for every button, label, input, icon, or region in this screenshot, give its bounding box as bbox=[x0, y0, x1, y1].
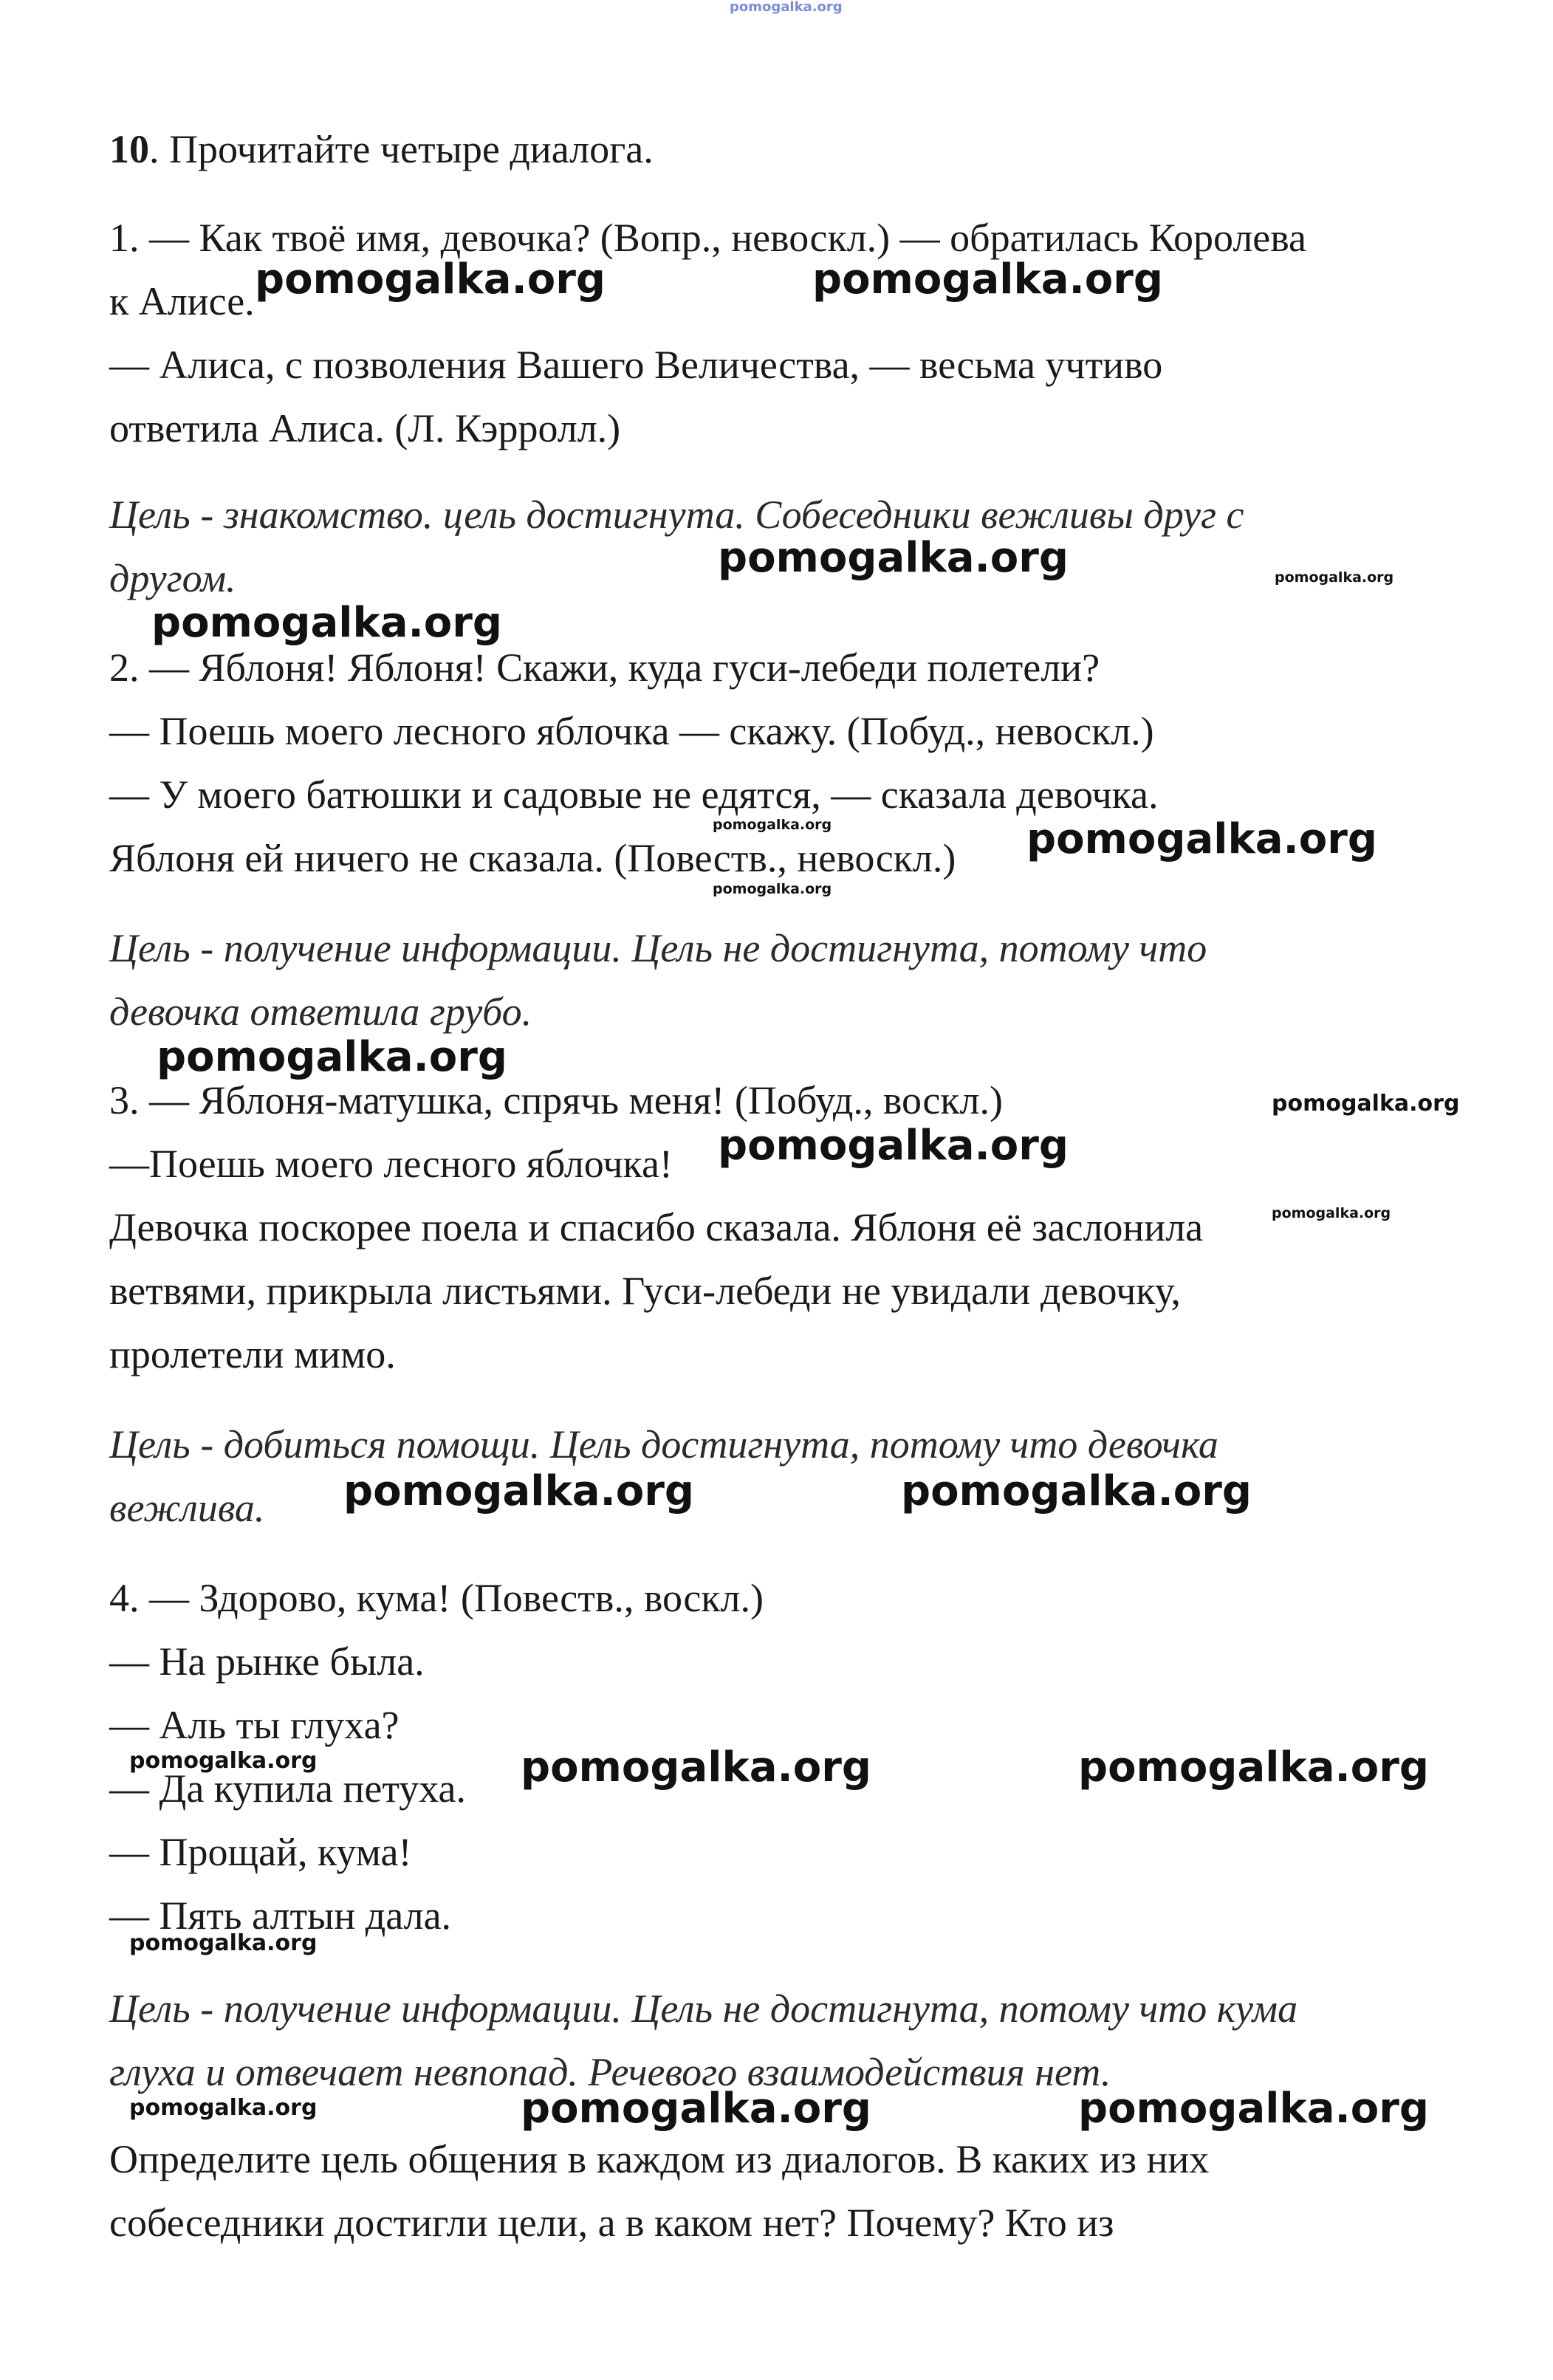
watermark: pomogalka.org bbox=[812, 256, 1163, 303]
dialog2-line: Яблоня ей ничего не сказала. (Повеств., невоскл.) bbox=[109, 836, 956, 880]
watermark: pomogalka.org bbox=[1275, 569, 1394, 586]
watermark: pomogalka.org bbox=[718, 1122, 1069, 1170]
dialog1-answer: другом. bbox=[109, 556, 236, 600]
dialog2-line: — У моего батюшки и садовые не едятся, — сказала девочка. bbox=[109, 772, 1159, 817]
dialog3-line: Девочка поскорее поела и спасибо сказала. Яблоня её заслонила bbox=[109, 1205, 1204, 1249]
dialog1-line: — Алиса, с позволения Вашего Величества, — весьма учтиво bbox=[109, 343, 1163, 387]
dialog2-line: 2. — Яблоня! Яблоня! Скажи, куда гуси-лебеди полетели? bbox=[109, 645, 1100, 690]
task-heading bbox=[109, 126, 654, 173]
watermark: pomogalka.org bbox=[1078, 1743, 1429, 1791]
watermark: pomogalka.org bbox=[151, 599, 502, 647]
watermark: pomogalka.org bbox=[343, 1467, 694, 1515]
dialog1-line: ответила Алиса. (Л. Кэрролл.) bbox=[109, 406, 621, 450]
dialog4-line: 4. — Здорово, кума! (Повеств., воскл.) bbox=[109, 1576, 764, 1620]
dialog1-answer: Цель - знакомство. цель достигнута. Собеседники вежливы друг с bbox=[109, 493, 1244, 537]
watermark: pomogalka.org bbox=[129, 1748, 318, 1774]
dialog3-answer: вежлива. bbox=[109, 1486, 265, 1530]
dialog4-line: — Пять алтын дала. bbox=[109, 1893, 452, 1938]
dialog2-answer: Цель - получение информации. Цель не достигнута, потому что bbox=[109, 926, 1207, 970]
dialog4-line: — Прощай, кума! bbox=[109, 1830, 412, 1874]
dialog3-line: ветвями, прикрыла листьями. Гуси-лебеди не увидали девочку, bbox=[109, 1269, 1181, 1313]
dialog2-answer: девочка ответила грубо. bbox=[109, 990, 532, 1034]
dialog3-line: —Поешь моего лесного яблочка! bbox=[109, 1142, 673, 1186]
watermark: pomogalka.org bbox=[718, 534, 1069, 582]
watermark: pomogalka.org bbox=[129, 1930, 318, 1956]
dialog4-answer: Цель - получение информации. Цель не достигнута, потому что кума bbox=[109, 1986, 1298, 2031]
watermark: pomogalka.org bbox=[1078, 2085, 1429, 2133]
watermark: pomogalka.org bbox=[713, 817, 832, 833]
watermark: pomogalka.org bbox=[901, 1467, 1252, 1515]
dialog1-line: к Алисе. bbox=[109, 279, 255, 323]
watermark: pomogalka.org bbox=[521, 2085, 871, 2133]
question-line: собеседники достигли цели, а в каком нет? Почему? Кто из bbox=[109, 2201, 1114, 2245]
watermark: pomogalka.org bbox=[713, 881, 832, 897]
dialog1-line: 1. — Как твоё имя, девочка? (Вопр., невоскл.) — обратилась Королева bbox=[109, 216, 1307, 260]
task-number: 10 bbox=[109, 127, 149, 171]
watermark: pomogalka.org bbox=[129, 2095, 318, 2121]
dialog2-line: — Поешь моего лесного яблочка — скажу. (Побуд., невоскл.) bbox=[109, 709, 1154, 753]
dialog4-line: — Да купила петуха. bbox=[109, 1766, 466, 1811]
watermark: pomogalka.org bbox=[1272, 1091, 1460, 1117]
dialog4-answer: глуха и отвечает невпопад. Речевого взаимодействия нет. bbox=[109, 2050, 1111, 2094]
dialog3-line: 3. — Яблоня-матушка, спрячь меня! (Побуд., воскл.) bbox=[109, 1078, 1003, 1122]
question-line: Определите цель общения в каждом из диалогов. В каких из них bbox=[109, 2137, 1210, 2181]
watermark: pomogalka.org bbox=[255, 256, 606, 303]
watermark: pomogalka.org bbox=[1272, 1205, 1391, 1221]
dialog3-answer: Цель - добиться помощи. Цель достигнута, потому что девочка bbox=[109, 1422, 1218, 1467]
watermark: pomogalka.org bbox=[521, 1743, 871, 1791]
watermark: pomogalka.org bbox=[157, 1033, 507, 1081]
watermark: pomogalka.org bbox=[1026, 815, 1377, 863]
dialog4-line: — На рынке была. bbox=[109, 1639, 425, 1684]
dialog4-line: — Аль ты глуха? bbox=[109, 1703, 400, 1747]
task-title: . Прочитайте четыре диалога. bbox=[149, 127, 654, 171]
dialog3-line: пролетели мимо. bbox=[109, 1332, 396, 1376]
header-watermark: pomogalka.org bbox=[730, 0, 843, 15]
